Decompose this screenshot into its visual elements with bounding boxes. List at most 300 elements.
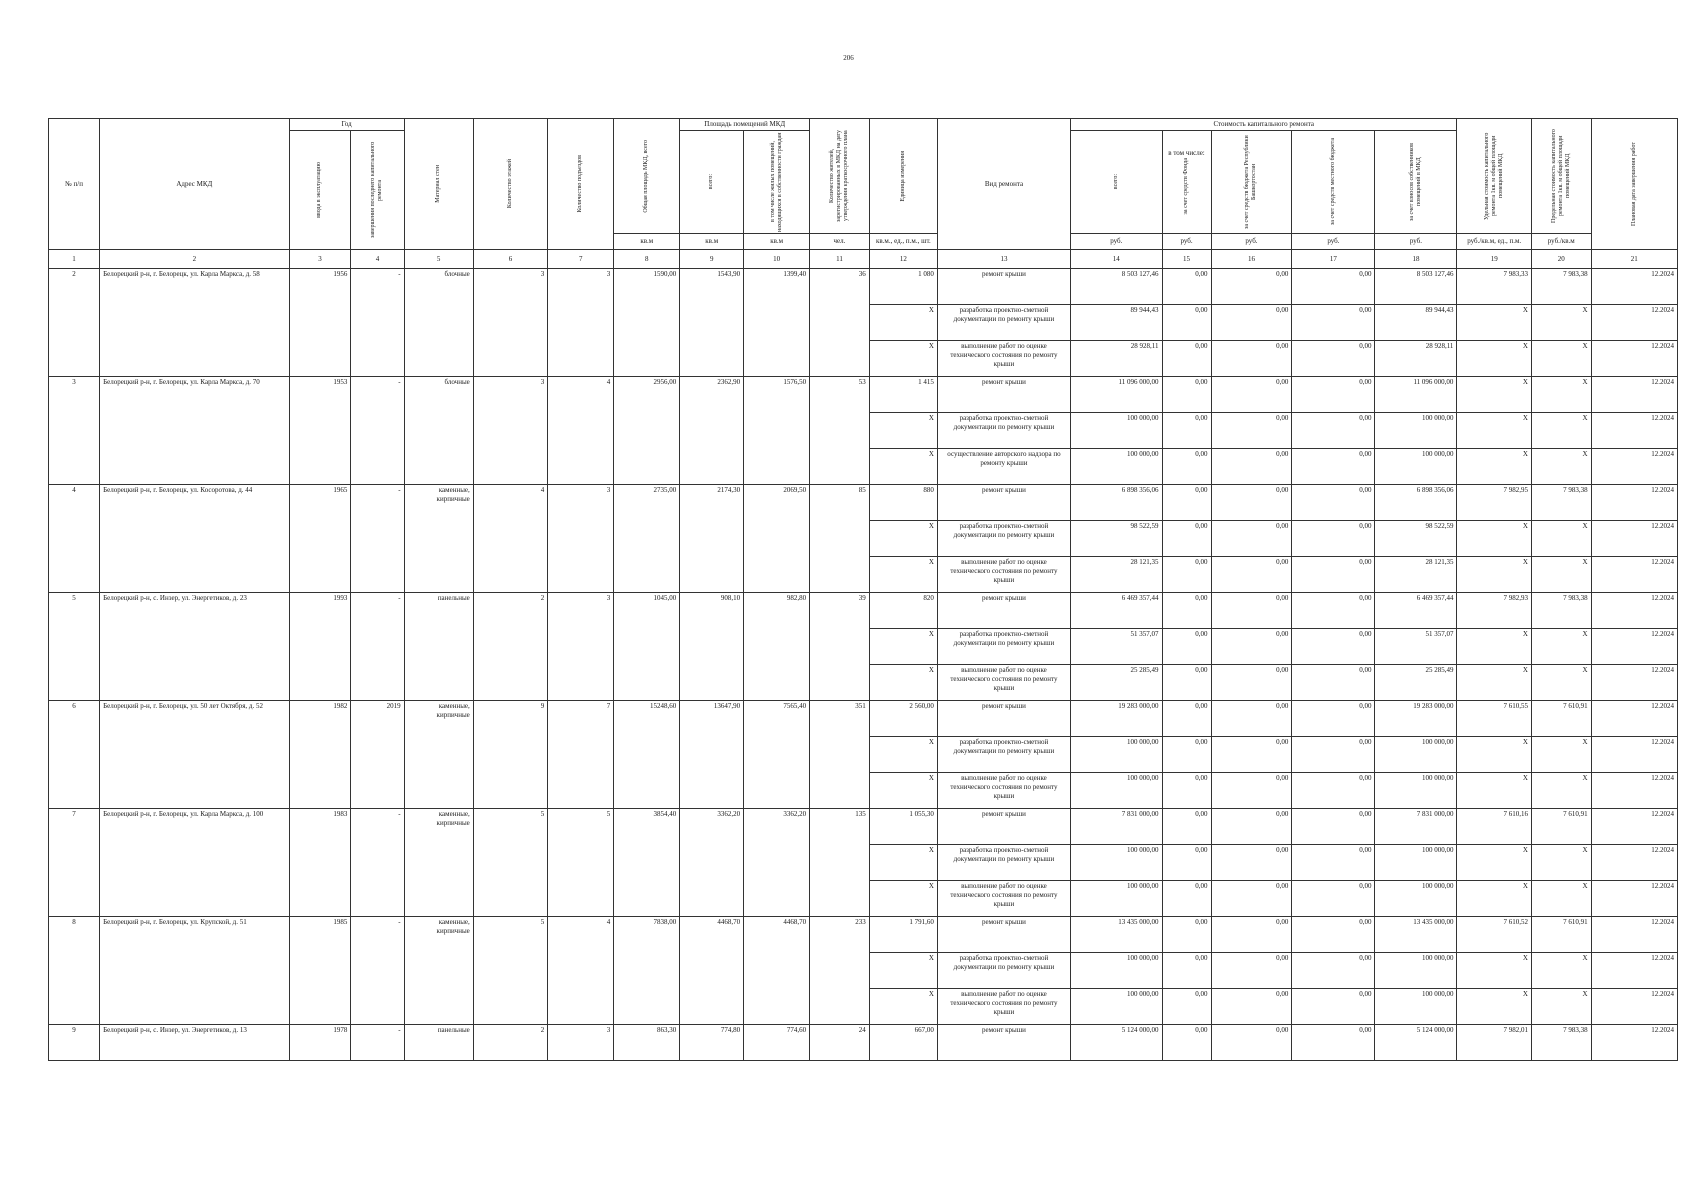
- row-planned-date: 12.2024: [1591, 881, 1677, 917]
- header-specific-cost: Удельная стоимость капитального ремонта 1кв. м общей площади помещений МКД: [1457, 119, 1532, 234]
- row-planned-date: 12.2024: [1591, 737, 1677, 773]
- row-floors: 3: [473, 269, 548, 377]
- header-local-budget: за счет средств местного бюджета: [1292, 131, 1375, 234]
- row-unit: X: [869, 341, 937, 377]
- row-rb-budget: 0,00: [1211, 845, 1292, 881]
- row-year-last-repair: -: [351, 269, 404, 377]
- row-unit: 667,00: [869, 1025, 937, 1061]
- row-year-commission: 1953: [289, 377, 351, 485]
- column-index-17: 17: [1292, 250, 1375, 269]
- row-floors: 3: [473, 377, 548, 485]
- row-cost-total: 13 435 000,00: [1070, 917, 1162, 953]
- row-local-budget: 0,00: [1292, 629, 1375, 665]
- column-index-14: 14: [1070, 250, 1162, 269]
- row-cost-total: 6 469 357,44: [1070, 593, 1162, 629]
- row-cost-total: 51 357,07: [1070, 629, 1162, 665]
- row-fund: 0,00: [1162, 593, 1211, 629]
- row-local-budget: 0,00: [1292, 773, 1375, 809]
- row-specific-cost: X: [1457, 953, 1532, 989]
- row-fund: 0,00: [1162, 737, 1211, 773]
- row-unit: X: [869, 737, 937, 773]
- unit-14: руб.: [1070, 234, 1162, 250]
- row-unit: X: [869, 665, 937, 701]
- header-fund: в том числе: за счет средств Фонда: [1162, 131, 1211, 234]
- row-cost-total: 6 898 356,06: [1070, 485, 1162, 521]
- row-owners: 8 503 127,46: [1375, 269, 1457, 305]
- row-rooms-residential: 1399,40: [744, 269, 810, 377]
- column-index-18: 18: [1375, 250, 1457, 269]
- row-rooms-residential: 3362,20: [744, 809, 810, 917]
- row-number: 9: [49, 1025, 100, 1061]
- row-unit: X: [869, 449, 937, 485]
- row-cost-total: 89 944,43: [1070, 305, 1162, 341]
- row-number: 5: [49, 593, 100, 701]
- row-owners: 100 000,00: [1375, 413, 1457, 449]
- row-max-cost: 7 983,38: [1531, 485, 1591, 521]
- row-rb-budget: 0,00: [1211, 737, 1292, 773]
- row-rb-budget: 0,00: [1211, 629, 1292, 665]
- row-entrances: 5: [548, 809, 614, 917]
- row-max-cost: X: [1531, 737, 1591, 773]
- row-work-type: ремонт крыши: [937, 701, 1070, 737]
- header-residents: Количество жителей, зарегистрированных в МКД на дату утверждения краткосрочного плана: [810, 119, 870, 234]
- row-work-type: выполнение работ по оценке технического состояния по ремонту крыши: [937, 773, 1070, 809]
- row-rb-budget: 0,00: [1211, 557, 1292, 593]
- row-local-budget: 0,00: [1292, 665, 1375, 701]
- row-owners: 100 000,00: [1375, 845, 1457, 881]
- row-rb-budget: 0,00: [1211, 917, 1292, 953]
- row-year-commission: 1956: [289, 269, 351, 377]
- row-specific-cost: 7 982,95: [1457, 485, 1532, 521]
- row-fund: 0,00: [1162, 557, 1211, 593]
- row-address: Белорецкий р-н, г. Белорецк, ул. Карла Маркса, д. 58: [100, 269, 290, 377]
- row-max-cost: X: [1531, 845, 1591, 881]
- table-row: [49, 485, 1678, 521]
- row-rooms-residential: 1576,50: [744, 377, 810, 485]
- row-work-type: ремонт крыши: [937, 485, 1070, 521]
- row-rb-budget: 0,00: [1211, 701, 1292, 737]
- row-fund: 0,00: [1162, 953, 1211, 989]
- row-fund: 0,00: [1162, 449, 1211, 485]
- row-year-commission: 1978: [289, 1025, 351, 1061]
- row-year-commission: 1982: [289, 701, 351, 809]
- row-planned-date: 12.2024: [1591, 557, 1677, 593]
- row-rooms-residential: 982,80: [744, 593, 810, 701]
- unit-16: руб.: [1211, 234, 1292, 250]
- row-specific-cost: 7 610,52: [1457, 917, 1532, 953]
- row-fund: 0,00: [1162, 1025, 1211, 1061]
- row-specific-cost: 7 982,93: [1457, 593, 1532, 629]
- row-specific-cost: 7 982,01: [1457, 1025, 1532, 1061]
- row-fund: 0,00: [1162, 413, 1211, 449]
- row-specific-cost: X: [1457, 737, 1532, 773]
- column-index-12: 12: [869, 250, 937, 269]
- row-work-type: разработка проектно-сметной документации по ремонту крыши: [937, 521, 1070, 557]
- row-year-last-repair: -: [351, 809, 404, 917]
- row-fund: 0,00: [1162, 269, 1211, 305]
- row-wall-material: каменные, кирпичные: [404, 809, 473, 917]
- row-owners: 100 000,00: [1375, 449, 1457, 485]
- row-owners: 28 121,35: [1375, 557, 1457, 593]
- row-local-budget: 0,00: [1292, 737, 1375, 773]
- row-address: Белорецкий р-н, г. Белорецк, ул. Карла Маркса, д. 100: [100, 809, 290, 917]
- row-residents: 36: [810, 269, 870, 377]
- row-work-type: ремонт крыши: [937, 917, 1070, 953]
- row-wall-material: каменные, кирпичные: [404, 917, 473, 1025]
- row-fund: 0,00: [1162, 485, 1211, 521]
- row-rooms-residential: 774,60: [744, 1025, 810, 1061]
- column-index-16: 16: [1211, 250, 1292, 269]
- column-index-21: 21: [1591, 250, 1677, 269]
- row-number: 2: [49, 269, 100, 377]
- header-rooms-residential: в том числе жилых помещений, находящихся в собственности граждан: [744, 131, 810, 234]
- row-year-last-repair: -: [351, 1025, 404, 1061]
- row-total-area: 7838,00: [614, 917, 680, 1025]
- row-planned-date: 12.2024: [1591, 377, 1677, 413]
- row-floors: 5: [473, 917, 548, 1025]
- row-work-type: разработка проектно-сметной документации по ремонту крыши: [937, 305, 1070, 341]
- row-cost-total: 100 000,00: [1070, 989, 1162, 1025]
- row-work-type: разработка проектно-сметной документации по ремонту крыши: [937, 629, 1070, 665]
- row-address: Белорецкий р-н, с. Инзер, ул. Энергетиков, д. 23: [100, 593, 290, 701]
- row-rooms-total: 2362,90: [680, 377, 744, 485]
- row-owners: 100 000,00: [1375, 773, 1457, 809]
- row-rooms-total: 908,10: [680, 593, 744, 701]
- row-wall-material: блочные: [404, 269, 473, 377]
- row-max-cost: 7 983,38: [1531, 269, 1591, 305]
- row-rb-budget: 0,00: [1211, 377, 1292, 413]
- row-planned-date: 12.2024: [1591, 629, 1677, 665]
- row-local-budget: 0,00: [1292, 521, 1375, 557]
- row-work-type: выполнение работ по оценке технического состояния по ремонту крыши: [937, 989, 1070, 1025]
- row-total-area: 2735,00: [614, 485, 680, 593]
- row-work-type: ремонт крыши: [937, 1025, 1070, 1061]
- row-work-type: ремонт крыши: [937, 377, 1070, 413]
- unit-17: руб.: [1292, 234, 1375, 250]
- header-incl: в том числе:: [1168, 149, 1205, 158]
- row-planned-date: 12.2024: [1591, 305, 1677, 341]
- row-owners: 19 283 000,00: [1375, 701, 1457, 737]
- row-entrances: 4: [548, 377, 614, 485]
- row-rooms-total: 13647,90: [680, 701, 744, 809]
- row-local-budget: 0,00: [1292, 593, 1375, 629]
- row-max-cost: X: [1531, 449, 1591, 485]
- row-local-budget: 0,00: [1292, 809, 1375, 845]
- header-work-type: Вид ремонта: [937, 119, 1070, 250]
- row-owners: 100 000,00: [1375, 881, 1457, 917]
- row-fund: 0,00: [1162, 629, 1211, 665]
- row-cost-total: 25 285,49: [1070, 665, 1162, 701]
- row-unit: 1 055,30: [869, 809, 937, 845]
- row-local-budget: 0,00: [1292, 413, 1375, 449]
- header-address: Адрес МКД: [100, 119, 290, 250]
- row-specific-cost: X: [1457, 773, 1532, 809]
- row-owners: 25 285,49: [1375, 665, 1457, 701]
- row-planned-date: 12.2024: [1591, 593, 1677, 629]
- table-row: [49, 1025, 1678, 1061]
- row-work-type: выполнение работ по оценке технического состояния по ремонту крыши: [937, 665, 1070, 701]
- row-work-type: ремонт крыши: [937, 269, 1070, 305]
- row-max-cost: X: [1531, 521, 1591, 557]
- row-entrances: 3: [548, 593, 614, 701]
- row-residents: 39: [810, 593, 870, 701]
- row-rb-budget: 0,00: [1211, 449, 1292, 485]
- row-specific-cost: 7 983,33: [1457, 269, 1532, 305]
- row-owners: 11 096 000,00: [1375, 377, 1457, 413]
- row-year-commission: 1993: [289, 593, 351, 701]
- header-rooms-group: Площадь помещений МКД: [680, 119, 810, 131]
- row-unit: X: [869, 521, 937, 557]
- row-entrances: 7: [548, 701, 614, 809]
- row-owners: 100 000,00: [1375, 953, 1457, 989]
- row-work-type: ремонт крыши: [937, 593, 1070, 629]
- row-rb-budget: 0,00: [1211, 593, 1292, 629]
- row-unit: X: [869, 953, 937, 989]
- row-cost-total: 28 121,35: [1070, 557, 1162, 593]
- capital-repair-table-wrapper: [48, 118, 1678, 1088]
- row-total-area: 1590,00: [614, 269, 680, 377]
- row-local-budget: 0,00: [1292, 485, 1375, 521]
- row-rooms-total: 1543,90: [680, 269, 744, 377]
- row-planned-date: 12.2024: [1591, 485, 1677, 521]
- row-number: 4: [49, 485, 100, 593]
- row-floors: 2: [473, 1025, 548, 1061]
- row-max-cost: X: [1531, 773, 1591, 809]
- row-planned-date: 12.2024: [1591, 989, 1677, 1025]
- row-rb-budget: 0,00: [1211, 809, 1292, 845]
- row-entrances: 3: [548, 269, 614, 377]
- row-owners: 100 000,00: [1375, 989, 1457, 1025]
- table-row: [49, 917, 1678, 953]
- row-local-budget: 0,00: [1292, 449, 1375, 485]
- unit-12: кв.м., ед., п.м., шт.: [869, 234, 937, 250]
- table-row: [49, 809, 1678, 845]
- row-residents: 233: [810, 917, 870, 1025]
- column-index-5: 5: [404, 250, 473, 269]
- row-max-cost: 7 610,91: [1531, 701, 1591, 737]
- table-row: [49, 377, 1678, 413]
- row-cost-total: 100 000,00: [1070, 881, 1162, 917]
- row-specific-cost: X: [1457, 557, 1532, 593]
- column-index-4: 4: [351, 250, 404, 269]
- unit-9: кв.м: [680, 234, 744, 250]
- row-owners: 51 357,07: [1375, 629, 1457, 665]
- row-unit: 1 080: [869, 269, 937, 305]
- row-rb-budget: 0,00: [1211, 305, 1292, 341]
- row-unit: X: [869, 881, 937, 917]
- row-cost-total: 7 831 000,00: [1070, 809, 1162, 845]
- row-specific-cost: X: [1457, 881, 1532, 917]
- row-floors: 2: [473, 593, 548, 701]
- row-local-budget: 0,00: [1292, 557, 1375, 593]
- row-specific-cost: X: [1457, 341, 1532, 377]
- row-specific-cost: 7 610,55: [1457, 701, 1532, 737]
- row-specific-cost: X: [1457, 845, 1532, 881]
- row-cost-total: 100 000,00: [1070, 449, 1162, 485]
- table-row: [49, 593, 1678, 629]
- row-unit: 2 560,00: [869, 701, 937, 737]
- row-cost-total: 28 928,11: [1070, 341, 1162, 377]
- row-specific-cost: X: [1457, 305, 1532, 341]
- column-index-3: 3: [289, 250, 351, 269]
- row-address: Белорецкий р-н, г. Белорецк, ул. Карла Маркса, д. 70: [100, 377, 290, 485]
- row-work-type: выполнение работ по оценке технического состояния по ремонту крыши: [937, 557, 1070, 593]
- row-specific-cost: X: [1457, 449, 1532, 485]
- row-planned-date: 12.2024: [1591, 413, 1677, 449]
- row-specific-cost: X: [1457, 629, 1532, 665]
- row-unit: 820: [869, 593, 937, 629]
- row-fund: 0,00: [1162, 989, 1211, 1025]
- row-rb-budget: 0,00: [1211, 521, 1292, 557]
- row-specific-cost: X: [1457, 377, 1532, 413]
- row-rooms-total: 3362,20: [680, 809, 744, 917]
- row-owners: 7 831 000,00: [1375, 809, 1457, 845]
- row-work-type: выполнение работ по оценке технического состояния по ремонту крыши: [937, 341, 1070, 377]
- capital-repair-table: [48, 118, 1678, 1061]
- row-year-commission: 1985: [289, 917, 351, 1025]
- unit-19: руб./кв.м, ед., п.м.: [1457, 234, 1532, 250]
- header-rooms-total: всего:: [680, 131, 744, 234]
- row-owners: 6 469 357,44: [1375, 593, 1457, 629]
- row-cost-total: 11 096 000,00: [1070, 377, 1162, 413]
- row-work-type: ремонт крыши: [937, 809, 1070, 845]
- row-residents: 53: [810, 377, 870, 485]
- row-max-cost: X: [1531, 557, 1591, 593]
- row-wall-material: панельные: [404, 1025, 473, 1061]
- row-residents: 351: [810, 701, 870, 809]
- row-unit: 1 791,60: [869, 917, 937, 953]
- table-row: [49, 701, 1678, 737]
- row-planned-date: 12.2024: [1591, 845, 1677, 881]
- column-index-row: [49, 250, 1678, 269]
- row-year-last-repair: -: [351, 593, 404, 701]
- header-planned-date: Плановая дата завершения работ: [1591, 119, 1677, 250]
- row-local-budget: 0,00: [1292, 845, 1375, 881]
- row-fund: 0,00: [1162, 917, 1211, 953]
- row-local-budget: 0,00: [1292, 377, 1375, 413]
- column-index-11: 11: [810, 250, 870, 269]
- row-work-type: разработка проектно-сметной документации по ремонту крыши: [937, 413, 1070, 449]
- row-local-budget: 0,00: [1292, 881, 1375, 917]
- row-local-budget: 0,00: [1292, 701, 1375, 737]
- row-unit: X: [869, 413, 937, 449]
- row-floors: 9: [473, 701, 548, 809]
- row-max-cost: X: [1531, 377, 1591, 413]
- row-wall-material: каменные, кирпичные: [404, 701, 473, 809]
- row-cost-total: 98 522,59: [1070, 521, 1162, 557]
- row-year-last-repair: -: [351, 917, 404, 1025]
- row-planned-date: 12.2024: [1591, 953, 1677, 989]
- row-year-last-repair: -: [351, 377, 404, 485]
- row-year-last-repair: -: [351, 485, 404, 593]
- header-cost-group: Стоимость капитального ремонта: [1070, 119, 1456, 131]
- row-wall-material: панельные: [404, 593, 473, 701]
- row-cost-total: 100 000,00: [1070, 737, 1162, 773]
- column-index-10: 10: [744, 250, 810, 269]
- unit-8: кв.м: [614, 234, 680, 250]
- row-rb-budget: 0,00: [1211, 773, 1292, 809]
- row-fund: 0,00: [1162, 665, 1211, 701]
- row-rb-budget: 0,00: [1211, 413, 1292, 449]
- row-rb-budget: 0,00: [1211, 881, 1292, 917]
- row-work-type: осуществление авторского надзора по ремонту крыши: [937, 449, 1070, 485]
- table-row: [49, 269, 1678, 305]
- header-max-cost: Предельная стоимость капитального ремонта 1кв. м общей площади помещений МКД: [1531, 119, 1591, 234]
- row-rooms-total: 4468,70: [680, 917, 744, 1025]
- row-unit: 880: [869, 485, 937, 521]
- row-planned-date: 12.2024: [1591, 665, 1677, 701]
- row-fund: 0,00: [1162, 881, 1211, 917]
- column-index-13: 13: [937, 250, 1070, 269]
- row-floors: 4: [473, 485, 548, 593]
- row-year-commission: 1965: [289, 485, 351, 593]
- row-residents: 135: [810, 809, 870, 917]
- row-fund: 0,00: [1162, 701, 1211, 737]
- row-address: Белорецкий р-н, г. Белорецк, ул. Крупской, д. 51: [100, 917, 290, 1025]
- unit-10: кв.м: [744, 234, 810, 250]
- header-total-area: Общая площадь МКД, всего: [614, 119, 680, 234]
- row-entrances: 4: [548, 917, 614, 1025]
- row-total-area: 15248,60: [614, 701, 680, 809]
- row-work-type: разработка проектно-сметной документации по ремонту крыши: [937, 953, 1070, 989]
- row-local-budget: 0,00: [1292, 917, 1375, 953]
- row-planned-date: 12.2024: [1591, 269, 1677, 305]
- row-unit: 1 415: [869, 377, 937, 413]
- row-address: Белорецкий р-н, с. Инзер, ул. Энергетиков, д. 13: [100, 1025, 290, 1061]
- row-planned-date: 12.2024: [1591, 701, 1677, 737]
- row-local-budget: 0,00: [1292, 953, 1375, 989]
- column-index-1: 1: [49, 250, 100, 269]
- row-work-type: разработка проектно-сметной документации по ремонту крыши: [937, 845, 1070, 881]
- row-wall-material: каменные, кирпичные: [404, 485, 473, 593]
- row-rooms-total: 2174,30: [680, 485, 744, 593]
- row-max-cost: X: [1531, 989, 1591, 1025]
- header-owners: за счет взносов собственников помещений в МКД: [1375, 131, 1457, 234]
- row-owners: 89 944,43: [1375, 305, 1457, 341]
- row-cost-total: 8 503 127,46: [1070, 269, 1162, 305]
- row-rb-budget: 0,00: [1211, 953, 1292, 989]
- row-planned-date: 12.2024: [1591, 341, 1677, 377]
- row-max-cost: 7 983,38: [1531, 1025, 1591, 1061]
- row-local-budget: 0,00: [1292, 1025, 1375, 1061]
- header-entrances: Количество подъездов: [548, 119, 614, 250]
- column-index-20: 20: [1531, 250, 1591, 269]
- row-number: 6: [49, 701, 100, 809]
- header-floors: Количество этажей: [473, 119, 548, 250]
- row-max-cost: X: [1531, 881, 1591, 917]
- row-owners: 100 000,00: [1375, 737, 1457, 773]
- column-index-15: 15: [1162, 250, 1211, 269]
- row-rb-budget: 0,00: [1211, 341, 1292, 377]
- header-year-last-repair: завершения последнего капитального ремонта: [351, 131, 404, 250]
- row-planned-date: 12.2024: [1591, 917, 1677, 953]
- row-owners: 28 928,11: [1375, 341, 1457, 377]
- table-body: [49, 250, 1678, 1061]
- column-index-2: 2: [100, 250, 290, 269]
- column-index-7: 7: [548, 250, 614, 269]
- row-planned-date: 12.2024: [1591, 773, 1677, 809]
- row-work-type: разработка проектно-сметной документации по ремонту крыши: [937, 737, 1070, 773]
- row-rb-budget: 0,00: [1211, 1025, 1292, 1061]
- header-rb-budget: за счет средств бюджета Республики Башкортостан: [1211, 131, 1292, 234]
- row-rb-budget: 0,00: [1211, 665, 1292, 701]
- header-row-1: [49, 119, 1678, 131]
- row-fund: 0,00: [1162, 305, 1211, 341]
- header-year-commission: ввода в эксплуатацию: [289, 131, 351, 250]
- row-specific-cost: X: [1457, 665, 1532, 701]
- row-year-last-repair: 2019: [351, 701, 404, 809]
- row-address: Белорецкий р-н, г. Белорецк, ул. Косоротова, д. 44: [100, 485, 290, 593]
